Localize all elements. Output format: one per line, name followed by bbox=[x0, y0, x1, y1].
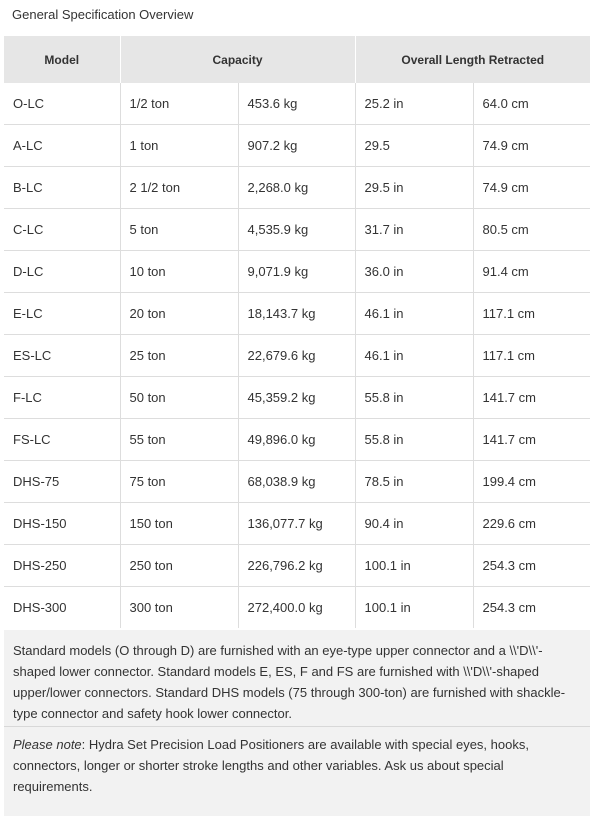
length-in-cell: 100.1 in bbox=[355, 587, 473, 629]
model-cell: C-LC bbox=[4, 209, 120, 251]
length-in-cell: 36.0 in bbox=[355, 251, 473, 293]
length-in-cell: 90.4 in bbox=[355, 503, 473, 545]
capacity-kg-cell: 45,359.2 kg bbox=[238, 377, 355, 419]
model-cell: DHS-75 bbox=[4, 461, 120, 503]
please-note bbox=[4, 727, 590, 797]
capacity-ton-cell: 55 ton bbox=[120, 419, 238, 461]
model-cell: ES-LC bbox=[4, 335, 120, 377]
length-cm-cell: 199.4 cm bbox=[473, 461, 590, 503]
model-cell: DHS-300 bbox=[4, 587, 120, 629]
length-in-cell: 46.1 in bbox=[355, 293, 473, 335]
length-in-cell: 29.5 bbox=[355, 125, 473, 167]
capacity-ton-cell: 5 ton bbox=[120, 209, 238, 251]
capacity-kg-cell: 68,038.9 kg bbox=[238, 461, 355, 503]
model-cell: D-LC bbox=[4, 251, 120, 293]
table-row bbox=[4, 335, 590, 377]
capacity-ton-cell: 250 ton bbox=[120, 545, 238, 587]
header-model: Model bbox=[4, 36, 120, 83]
capacity-ton-cell: 10 ton bbox=[120, 251, 238, 293]
capacity-kg-cell: 226,796.2 kg bbox=[238, 545, 355, 587]
length-cm-cell: 141.7 cm bbox=[473, 419, 590, 461]
capacity-ton-cell: 1/2 ton bbox=[120, 83, 238, 125]
table-row bbox=[4, 419, 590, 461]
length-cm-cell: 117.1 cm bbox=[473, 293, 590, 335]
length-cm-cell: 91.4 cm bbox=[473, 251, 590, 293]
length-in-cell: 31.7 in bbox=[355, 209, 473, 251]
length-in-cell: 55.8 in bbox=[355, 419, 473, 461]
model-cell: B-LC bbox=[4, 167, 120, 209]
capacity-ton-cell: 2 1/2 ton bbox=[120, 167, 238, 209]
capacity-kg-cell: 22,679.6 kg bbox=[238, 335, 355, 377]
capacity-kg-cell: 9,071.9 kg bbox=[238, 251, 355, 293]
model-cell: DHS-250 bbox=[4, 545, 120, 587]
model-cell: O-LC bbox=[13, 96, 45, 111]
capacity-kg-cell: 136,077.7 kg bbox=[238, 503, 355, 545]
standard-connectors-note: Standard models (O through D) are furnished with an eye-type upper connector and a \\'D\\'-shaped lower connector. Standard models E, ES, F and FS are furnished with \\'D\\'-shaped upper/lower connectors. Standard DHS models (75 through 300-ton) are furnished with shackle-type connector and safety hook lower connector. bbox=[13, 643, 566, 721]
table-row bbox=[4, 503, 590, 545]
model-cell: F-LC bbox=[4, 377, 120, 419]
table-row bbox=[4, 293, 590, 335]
capacity-ton-cell: 20 ton bbox=[120, 293, 238, 335]
table-header-row bbox=[4, 36, 590, 83]
capacity-ton-cell: 50 ton bbox=[120, 377, 238, 419]
length-in-cell: 100.1 in bbox=[355, 545, 473, 587]
table-row bbox=[4, 209, 590, 251]
specification-table bbox=[4, 36, 590, 628]
table-caption: General Specification Overview bbox=[12, 7, 194, 22]
capacity-kg-cell: 272,400.0 kg bbox=[238, 587, 355, 629]
table-row bbox=[4, 83, 590, 125]
capacity-ton-cell: 150 ton bbox=[120, 503, 238, 545]
model-cell: A-LC bbox=[4, 125, 120, 167]
capacity-ton-cell: 75 ton bbox=[120, 461, 238, 503]
table-row bbox=[4, 251, 590, 293]
capacity-ton-cell: 25 ton bbox=[120, 335, 238, 377]
length-in-cell: 25.2 in bbox=[355, 83, 473, 125]
capacity-kg-cell: 49,896.0 kg bbox=[238, 419, 355, 461]
length-cm-cell: 80.5 cm bbox=[473, 209, 590, 251]
table-row bbox=[4, 461, 590, 503]
please-note-label: Please note bbox=[13, 737, 82, 752]
notes-panel bbox=[4, 630, 590, 816]
capacity-kg-cell: 18,143.7 kg bbox=[238, 293, 355, 335]
table-row bbox=[4, 377, 590, 419]
length-cm-cell: 117.1 cm bbox=[473, 335, 590, 377]
model-cell: FS-LC bbox=[4, 419, 120, 461]
length-in-cell: 78.5 in bbox=[355, 461, 473, 503]
capacity-ton-cell: 300 ton bbox=[120, 587, 238, 629]
length-cm-cell: 254.3 cm bbox=[473, 545, 590, 587]
model-cell: E-LC bbox=[4, 293, 120, 335]
length-cm-cell: 74.9 cm bbox=[473, 125, 590, 167]
header-capacity: Capacity bbox=[120, 36, 355, 83]
length-cm-cell: 64.0 cm bbox=[473, 83, 590, 125]
header-overall-length-retracted: Overall Length Retracted bbox=[355, 36, 590, 83]
capacity-kg-cell: 2,268.0 kg bbox=[238, 167, 355, 209]
table-body bbox=[4, 83, 590, 628]
length-cm-cell: 74.9 cm bbox=[473, 167, 590, 209]
capacity-kg-cell: 4,535.9 kg bbox=[238, 209, 355, 251]
table-row bbox=[4, 167, 590, 209]
capacity-ton-cell: 1 ton bbox=[120, 125, 238, 167]
please-note-text: : Hydra Set Precision Load Positioners are available with special eyes, hooks, connectors, longer or shorter stroke lengths and other variables. Ask us about special requirements. bbox=[13, 737, 529, 794]
capacity-kg-cell: 453.6 kg bbox=[238, 83, 355, 125]
length-cm-cell: 254.3 cm bbox=[473, 587, 590, 629]
table-row bbox=[4, 587, 590, 629]
length-in-cell: 55.8 in bbox=[355, 377, 473, 419]
length-cm-cell: 229.6 cm bbox=[473, 503, 590, 545]
length-cm-cell: 141.7 cm bbox=[473, 377, 590, 419]
length-in-cell: 46.1 in bbox=[355, 335, 473, 377]
model-cell: DHS-150 bbox=[4, 503, 120, 545]
table-row bbox=[4, 545, 590, 587]
length-in-cell: 29.5 in bbox=[355, 167, 473, 209]
table-row bbox=[4, 125, 590, 167]
capacity-kg-cell: 907.2 kg bbox=[238, 125, 355, 167]
